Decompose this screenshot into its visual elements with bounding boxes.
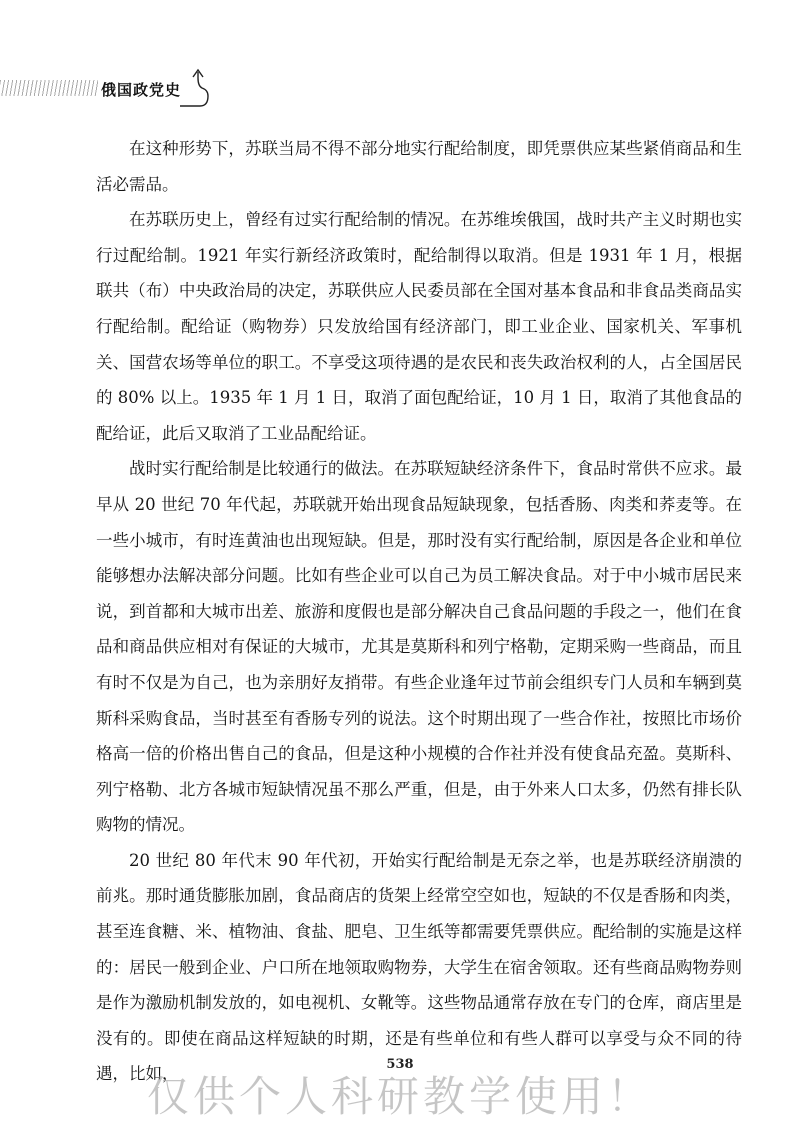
paragraph: 战时实行配给制是比较通行的做法。在苏联短缺经济条件下，食品时常供不应求。最早从 20 世纪 70 年代起，苏联就开始出现食品短缺现象，包括香肠、肉类和荞麦等。在一些小城市，有时连黄油也出现短缺。但是，那时没有实行配给制，原因是各企业和单位能够想办法解决部分问题。比如有些企业可以自己为员工解决食品。对于中小城市居民来说，到首都和大城市出差、旅游和度假也是部分解决自己食品问题的手段之一，他们在食品和商品供应相对有保证的大城市，尤其是莫斯科和列宁格勒，定期采购一些商品，而且有时不仅是为自己，也为亲朋好友捎带。有些企业逢年过节前会组织专门人员和车辆到莫斯科采购食品，当时甚至有香肠专列的说法。这个时期出现了一些合作社，按照比市场价格高一倍的价格出售自己的食品，但是这种小规模的合作社并没有使食品充盈。莫斯科、列宁格勒、北方各城市短缺情况虽不那么严重，但是，由于外来人口太多，仍然有排长队购物的情况。 [96, 459, 742, 835]
running-title: 俄国政党史 [101, 81, 182, 99]
running-header [0, 68, 800, 108]
arrow-up-bracket-icon [178, 68, 214, 108]
paragraph: 在苏联历史上，曾经有过实行配给制的情况。在苏维埃俄国，战时共产主义时期也实行过配给制。1921 年实行新经济政策时，配给制得以取消。但是 1931 年 1 月，根据联共（布）中央政治局的决定，苏联供应人民委员部在全国对基本食品和非食品类商品实行配给制。配给证（购物券）只发放给国有经济部门，即工业企业、国家机关、军事机关、国营农场等单位的职工。不享受这项待遇的是农民和丧失政治权利的人，占全国居民的 80% 以上。1935 年 1 月 1 日，取消了面包配给证，10 月 1 日，取消了其他食品的配给证，此后又取消了工业品配给证。 [96, 210, 742, 443]
body-text [96, 131, 742, 1092]
watermark: 仅供个人科研教学使用！ [146, 1072, 653, 1121]
page-number: 538 [386, 1057, 414, 1072]
paragraph: 在这种形势下，苏联当局不得不部分地实行配给制度，即凭票供应某些紧俏商品和生活必需品。 [96, 139, 742, 194]
paragraph: 20 世纪 80 年代末 90 年代初，开始实行配给制是无奈之举，也是苏联经济崩溃的前兆。那时通货膨胀加剧，食品商店的货架上经常空空如也，短缺的不仅是香肠和肉类，甚至连食糖、米、植物油、食盐、肥皂、卫生纸等都需要凭票供应。配给制的实施是这样的：居民一般到企业、户口所在地领取购物券，大学生在宿舍领取。还有些商品购物券则是作为激励机制发放的，如电视机、女靴等。这些物品通常存放在专门的仓库，商店里是没有的。即使在商品这样短缺的时期，还是有些单位和有些人群可以享受与众不同的待遇，比如， [96, 850, 742, 1084]
header-hatch-decoration [0, 80, 98, 96]
